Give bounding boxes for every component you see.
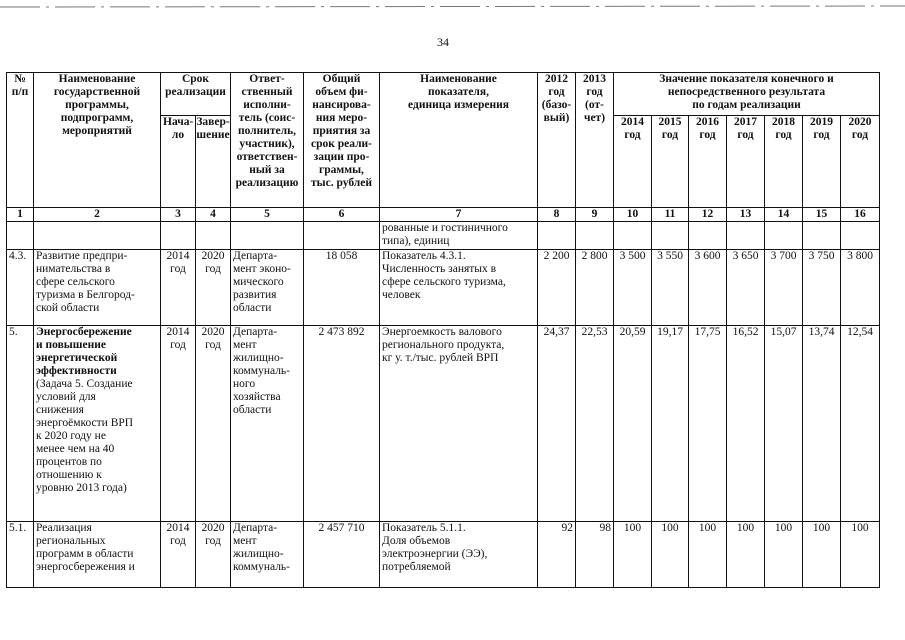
header-year-2017: 2017 год — [727, 116, 765, 208]
column-number: 12 — [689, 208, 727, 222]
header-num: № п/п — [7, 73, 34, 208]
row-num: 5.1. — [7, 522, 34, 588]
row-value: 100 — [765, 522, 803, 588]
row-indicator: рованные и гостиничного типа), единиц — [380, 222, 538, 250]
row-indicator: Показатель 5.1.1. Доля объемов электроэнергии (ЭЭ), потребляемой — [380, 522, 538, 588]
header-volume: Общий объем фи- нансирова- ния меро- приятия за срок реали- зации про- граммы, тыс. рублей — [304, 73, 380, 208]
header-indicator: Наименование показателя, единица измерения — [380, 73, 538, 208]
row-responsible: Департа- мент жилищно- коммуналь- — [231, 522, 304, 588]
row-value — [765, 222, 803, 250]
header-2013: 2013 год (от- чет) — [576, 73, 614, 208]
row-value — [841, 222, 880, 250]
column-number: 15 — [803, 208, 841, 222]
column-number: 5 — [231, 208, 304, 222]
row-value: 15,07 — [765, 326, 803, 522]
header-term: Срок реализации — [161, 73, 231, 116]
header-name: Наименование государственной программы, подпрограмм, мероприятий — [34, 73, 161, 208]
row-value — [652, 222, 689, 250]
column-number-row — [7, 208, 880, 222]
column-number: 7 — [380, 208, 538, 222]
row-volume: 2 457 710 — [304, 522, 380, 588]
row-end: 2020 год — [196, 326, 231, 522]
column-number: 4 — [196, 208, 231, 222]
row-2012: 2 200 — [538, 250, 576, 326]
row-start: 2014 год — [161, 326, 196, 522]
row-value: 3 500 — [614, 250, 652, 326]
scan-top-edge — [0, 4, 905, 10]
row-responsible: Департа- мент эконо- мического развития области — [231, 250, 304, 326]
row-indicator: Энергоемкость валового регионального продукта, кг у. т./тыс. рублей ВРП — [380, 326, 538, 522]
row-name — [34, 326, 161, 522]
row-2013: 2 800 — [576, 250, 614, 326]
row-value: 100 — [614, 522, 652, 588]
row-value — [689, 222, 727, 250]
row-value: 100 — [803, 522, 841, 588]
column-number: 2 — [34, 208, 161, 222]
column-number: 3 — [161, 208, 196, 222]
row-value: 3 750 — [803, 250, 841, 326]
row-2012 — [538, 222, 576, 250]
row-num — [7, 222, 34, 250]
row-end — [196, 222, 231, 250]
row-value: 17,75 — [689, 326, 727, 522]
header-year-2015: 2015 год — [652, 116, 689, 208]
indicators-table — [6, 72, 880, 588]
row-value: 3 800 — [841, 250, 880, 326]
column-number: 14 — [765, 208, 803, 222]
row-value: 20,59 — [614, 326, 652, 522]
header-term-end: Завер- шение — [196, 116, 231, 208]
row-indicator: Показатель 4.3.1. Численность занятых в сфере сельского туризма, человек — [380, 250, 538, 326]
row-value — [727, 222, 765, 250]
header-year-2016: 2016 год — [689, 116, 727, 208]
table-row — [7, 326, 880, 522]
column-number: 9 — [576, 208, 614, 222]
column-number: 1 — [7, 208, 34, 222]
column-number: 8 — [538, 208, 576, 222]
row-name: Развитие предпри- нимательства в сфере сельского туризма в Белгород- ской области — [34, 250, 161, 326]
column-number: 13 — [727, 208, 765, 222]
row-start: 2014 год — [161, 522, 196, 588]
row-value: 3 700 — [765, 250, 803, 326]
row-value — [803, 222, 841, 250]
column-number: 16 — [841, 208, 880, 222]
table-row — [7, 250, 880, 326]
row-value: 100 — [689, 522, 727, 588]
row-end: 2020 год — [196, 250, 231, 326]
column-number: 11 — [652, 208, 689, 222]
row-value: 3 550 — [652, 250, 689, 326]
row-name: Реализация региональных программ в области энергосбережения и — [34, 522, 161, 588]
header-year-2014: 2014 год — [614, 116, 652, 208]
row-2012: 92 — [538, 522, 576, 588]
header-term-start: Нача- ло — [161, 116, 196, 208]
row-start: 2014 год — [161, 250, 196, 326]
row-num: 5. — [7, 326, 34, 522]
header-2012: 2012 год (базо- вый) — [538, 73, 576, 208]
header-row-1 — [7, 73, 880, 116]
row-value: 3 650 — [727, 250, 765, 326]
row-value: 19,17 — [652, 326, 689, 522]
row-value: 13,74 — [803, 326, 841, 522]
row-value: 100 — [652, 522, 689, 588]
row-value: 100 — [841, 522, 880, 588]
header-responsible: Ответ- ственный исполни- тель (соис- полнитель, участник), ответствен- ный за реализацию — [231, 73, 304, 208]
row-name-task: (Задача 5. Создание условий для снижения энергоёмкости ВРП к 2020 году не менее чем на 40 процентов по отношению к уровню 2013 года) — [36, 378, 134, 494]
header-values-title: Значение показателя конечного и непосредственного результата по годам реализации — [614, 73, 880, 116]
header-year-2019: 2019 год — [803, 116, 841, 208]
page-number: 34 — [437, 35, 449, 49]
row-name-title: Энергосбережение и повышение энергетической эффективности — [36, 326, 132, 377]
table-row — [7, 222, 880, 250]
row-start — [161, 222, 196, 250]
column-number: 10 — [614, 208, 652, 222]
row-volume: 2 473 892 — [304, 326, 380, 522]
table-row — [7, 522, 880, 588]
row-2013: 98 — [576, 522, 614, 588]
row-volume — [304, 222, 380, 250]
row-responsible: Департа- мент жилищно- коммуналь- ного хозяйства области — [231, 326, 304, 522]
row-value: 100 — [727, 522, 765, 588]
column-number: 6 — [304, 208, 380, 222]
row-end: 2020 год — [196, 522, 231, 588]
row-value: 16,52 — [727, 326, 765, 522]
row-responsible — [231, 222, 304, 250]
row-2012: 24,37 — [538, 326, 576, 522]
row-value: 3 600 — [689, 250, 727, 326]
row-num: 4.3. — [7, 250, 34, 326]
header-year-2020: 2020 год — [841, 116, 880, 208]
row-name — [34, 222, 161, 250]
row-volume: 18 058 — [304, 250, 380, 326]
row-2013 — [576, 222, 614, 250]
row-value: 12,54 — [841, 326, 880, 522]
row-value — [614, 222, 652, 250]
header-year-2018: 2018 год — [765, 116, 803, 208]
row-2013: 22,53 — [576, 326, 614, 522]
